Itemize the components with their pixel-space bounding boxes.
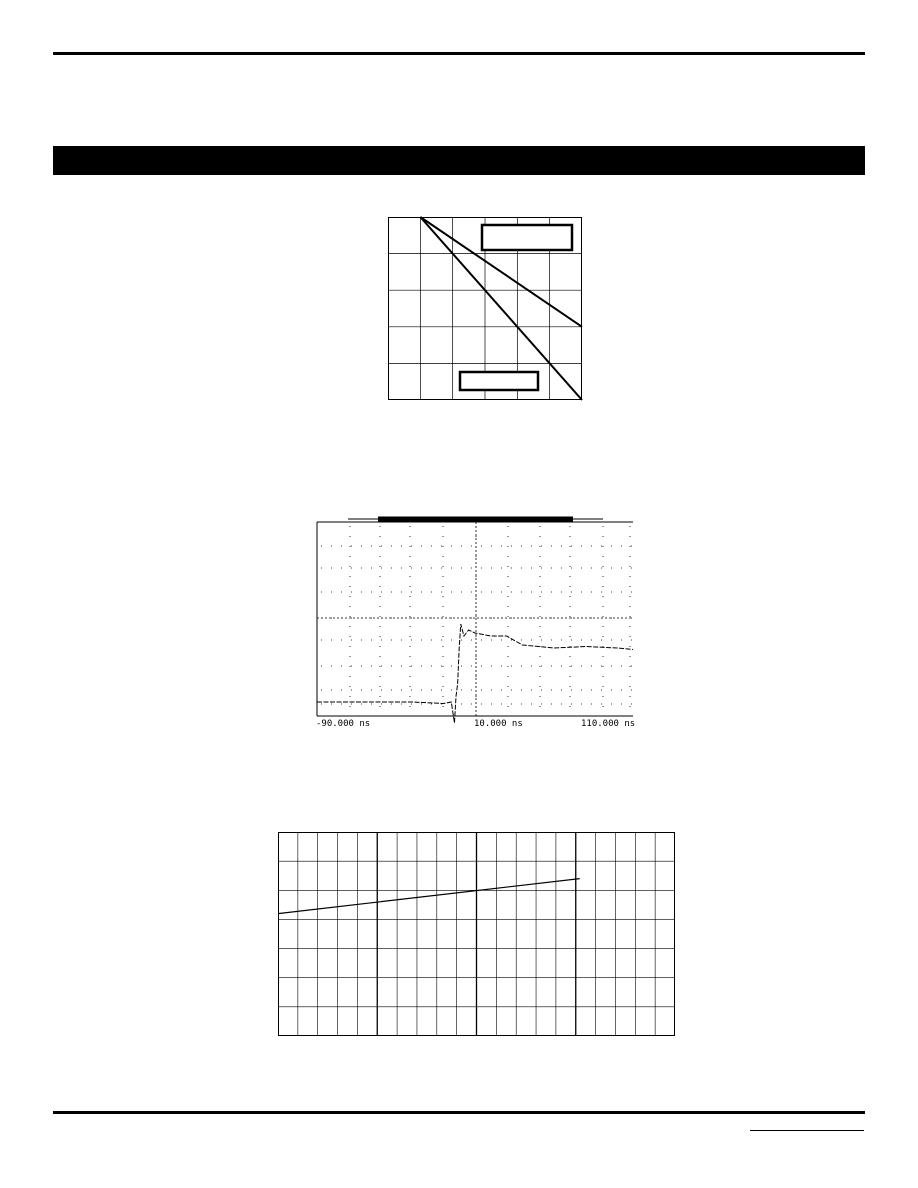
figure-2-trace [317,624,633,723]
figure-2-x-tick-center: 10.000 ns [474,719,523,729]
figure-1-label-box-top [482,225,572,250]
figure-3-series [278,879,580,914]
bottom-rule [53,1111,865,1114]
figure-1-chart [388,217,582,400]
figure-3-chart [278,832,675,1036]
figure-2-scope [308,512,638,732]
figure-2-trace-line-1 [317,624,633,723]
figure-2-grid [317,522,633,716]
figure-3-series-line-1 [278,879,580,914]
figure-1-label-box-bottom [460,372,538,390]
figure-2-x-tick-left: -90.000 ns [316,719,371,729]
section-header-text [53,152,61,168]
top-rule [53,52,865,55]
footer-rule [750,1130,864,1131]
figure-3-grid [278,832,675,1036]
figure-2-x-tick-right: 110.000 ns [581,719,636,729]
section-header-bar [53,146,865,175]
